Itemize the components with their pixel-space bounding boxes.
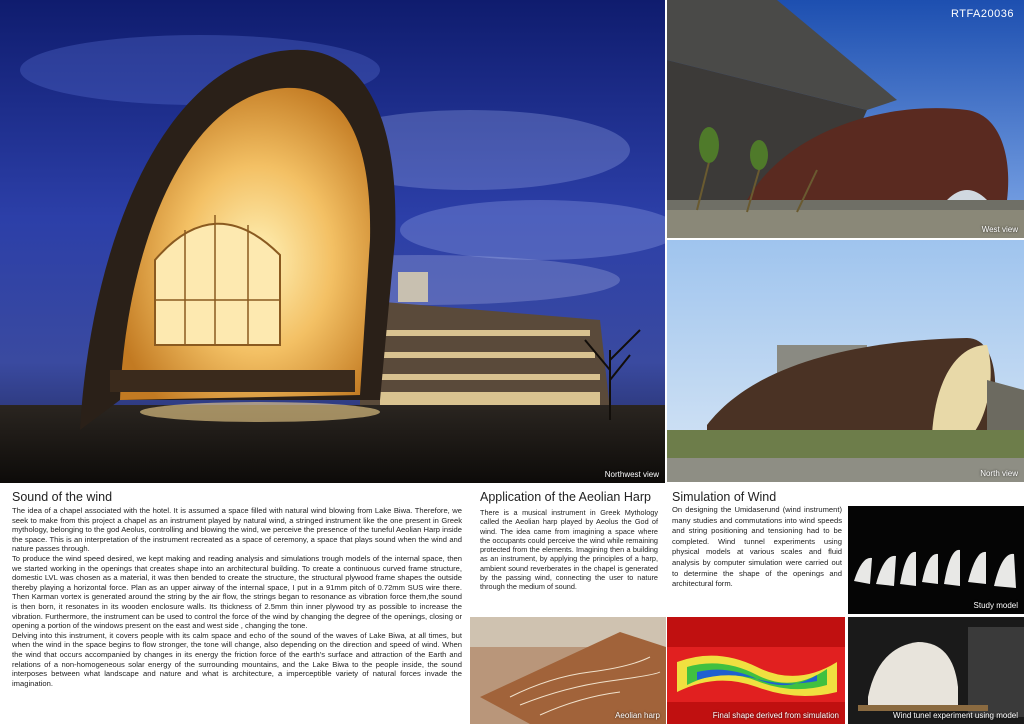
simulation-photo <box>667 617 845 724</box>
wind-tunnel-caption: Wind tunel experiment using model <box>893 711 1018 720</box>
project-id: RTFA20036 <box>950 8 1014 20</box>
aeolian-harp-heading: Application of the Aeolian Harp <box>480 490 651 504</box>
aeolian-harp-photo <box>470 617 666 724</box>
north-view-photo <box>667 240 1024 482</box>
simulation-illustration <box>667 617 845 724</box>
wind-tunnel-photo <box>848 617 1024 724</box>
study-model-caption: Study model <box>973 601 1018 610</box>
simulation-caption: Final shape derived from simulation <box>712 711 839 720</box>
sound-of-the-wind-heading: Sound of the wind <box>12 490 113 504</box>
west-view-illustration <box>667 0 1024 238</box>
north-view-illustration <box>667 240 1024 482</box>
west-view-caption: West view <box>981 225 1018 234</box>
chapel-night-illustration <box>0 0 665 483</box>
paragraph: To produce the wind speed desired, we kept making and reading analysis and simulations trough models of the internal space, then we started working in the openings that creates shape into an architectural building. To create a continuous curved frame structure, domestic LVL was chosen as a material, it was then bended to create the structure, the structural plywood frame shapes the outside thereby playing a horizontal force. Plan as an upper airway of the internal space, I put in a 91mm pitch of 0.72mm SUS wire there. Then Karman vortex is generated around the string by the air flow, the strings began to resonance as vibration force them,the sound is then born, it resonates in its wooden enclosure walls. Its thickness of 2.5mm thin inner plywood try as possible to increase the vibration. Furthermore, the instrument can be used to control the force of the wind by changing the degree of the openings, closing or opening a portion of the windows present on the east and west side , changing the tone. <box>12 553 462 631</box>
sound-of-the-wind-text <box>12 506 462 688</box>
aeolian-harp-text: There is a musical instrument in Greek Mythology called the Aeolian harp played by Aeolus the God of wind. The idea came from imagining a space where the occupants could perceive the wind while remaining protected from the elements. Imagining then a building as an instrument, by applying the principles of a harp, ambient sound reverberates in the chapel is generated by the passing wind, connecting the user to nature through the medium of sound. <box>480 508 658 592</box>
study-model-illustration <box>848 506 1024 614</box>
west-view-photo <box>667 0 1024 238</box>
paragraph: Delving into this instrument, it covers people with its calm space and echo of the sound of the waves of Lake Biwa, at all times, but when the wind in the space begins to flow stronger, the tone will change, also depending on the direction and speed of wind. When the wind that occurs accompanied by changes in its energy the friction force of the earth's surface and attraction of the Earth and relations of a non-homogeneous solar energy of the surrounding mountains, and the Lake Biwa to the people inside, the sound interposes between what landscape and nature and what is architecture, a imperceptible variety of natural forces invade the imagination. <box>12 630 462 688</box>
north-view-caption: North view <box>980 469 1018 478</box>
paragraph: The idea of a chapel associated with the hotel. It is assumed a space filled with natural wind blowing from Lake Biwa. Therefore, we seek to make from this project a chapel as an instrument played by natural wind, a stringed instrument like the one present in Greek mythology, belonging to the god Aeolus, controlling and blowing the wind, we perceive the presence of the tuneful Aeolian Harp inside the space. This is an interpretation of the instrument recreated as a space of ceremony, a space that plays sound when the wind and nature passes through. <box>12 506 462 554</box>
wind-tunnel-illustration <box>848 617 1024 724</box>
study-model-photo <box>848 506 1024 614</box>
northwest-view-photo <box>0 0 665 483</box>
aeolian-harp-caption: Aeolian harp <box>615 711 660 720</box>
simulation-of-wind-text: On designing the Umidaserund (wind instrument) many studies and commutations into wind speeds and string positioning and tensioning had to be completed. Wind tunnel experiments using physical models at various scales and fluid analysis by computer simulation were carried out to determine the shape of the openings and architectural form. <box>672 505 842 589</box>
northwest-view-caption: Northwest view <box>604 470 659 479</box>
aeolian-harp-illustration <box>470 617 666 724</box>
simulation-of-wind-heading: Simulation of Wind <box>672 490 777 504</box>
